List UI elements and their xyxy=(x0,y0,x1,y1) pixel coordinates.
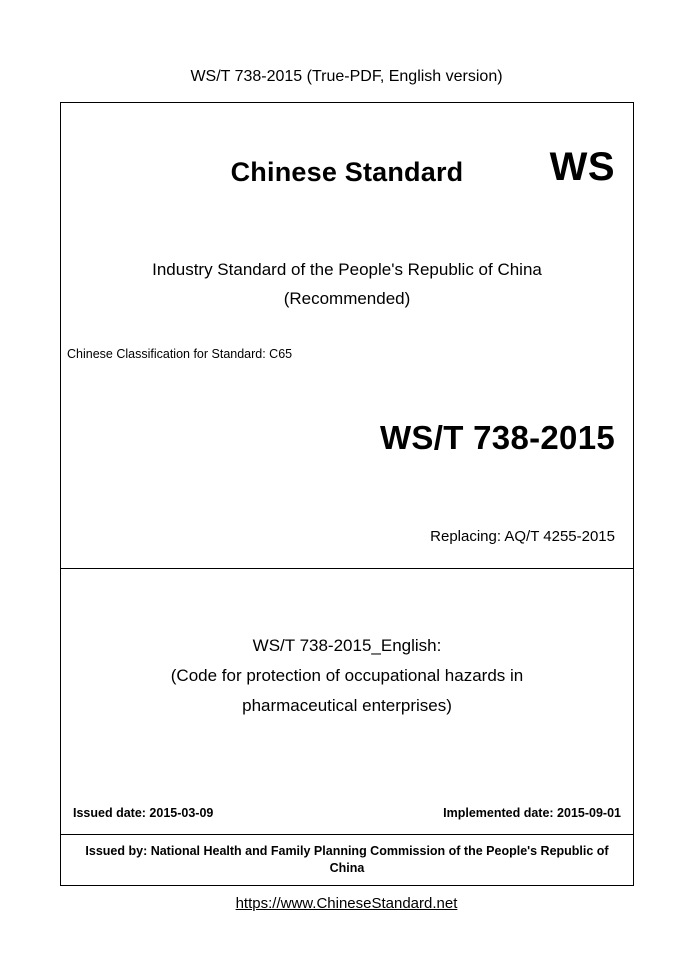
footer-website-link[interactable]: https://www.ChineseStandard.net xyxy=(235,895,458,912)
page-title: WS/T 738-2015 (True-PDF, English version) xyxy=(190,68,503,85)
dates-row xyxy=(61,806,633,820)
cover-top-section xyxy=(61,103,633,569)
cover-middle-section xyxy=(61,569,633,835)
classification-code: Chinese Classification for Standard: C65 xyxy=(67,347,293,361)
english-title-line-1: WS/T 738-2015_English: xyxy=(252,636,442,655)
issued-date: Issued date: 2015-03-09 xyxy=(73,806,214,820)
standard-number: WS/T 738-2015 xyxy=(379,419,615,456)
implemented-date: Implemented date: 2015-09-01 xyxy=(443,806,621,820)
issued-by: Issued by: National Health and Family Planning Commission of the People's Republic of China xyxy=(85,844,609,875)
english-title-line-2: (Code for protection of occupational hazards in xyxy=(170,666,524,685)
industry-standard-line-1: Industry Standard of the People's Republic of China xyxy=(152,260,542,279)
replacing-standard: Replacing: AQ/T 4255-2015 xyxy=(430,528,615,545)
english-title xyxy=(61,631,633,721)
industry-standard-line xyxy=(61,255,633,313)
ws-logo: WS xyxy=(549,145,615,189)
industry-standard-line-2: (Recommended) xyxy=(283,289,411,308)
english-title-line-3: pharmaceutical enterprises) xyxy=(242,696,452,715)
main-heading: Chinese Standard xyxy=(230,157,464,187)
cover-frame xyxy=(60,102,634,886)
